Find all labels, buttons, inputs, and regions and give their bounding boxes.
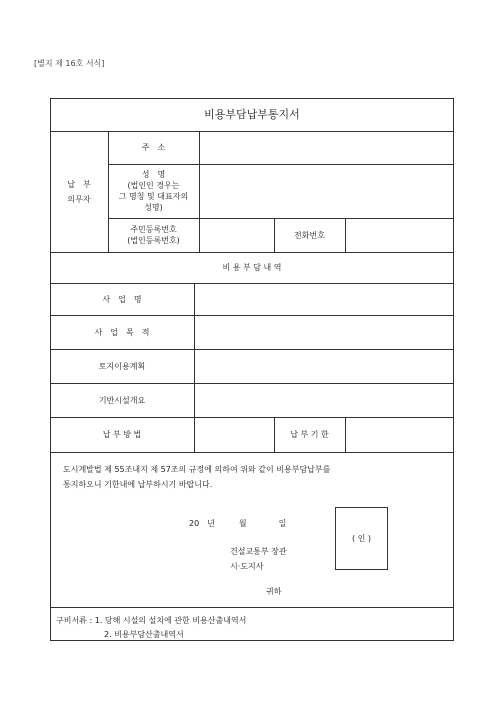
name-label-line3: 그 명칭 및 대표자의 <box>118 192 189 201</box>
seal-label: ( 인 ) <box>351 533 372 543</box>
project-purpose-field[interactable] <box>195 316 454 349</box>
form-number: [별지 제 16호 서식] <box>34 59 105 68</box>
rule-notice <box>50 607 454 608</box>
registration-field[interactable] <box>200 219 274 252</box>
details-header: 비 용 부 담 내 역 <box>222 263 282 272</box>
project-name-label: 사 업 명 <box>102 294 142 304</box>
address-label: 주 소 <box>141 143 166 152</box>
payer-label-line1: 납 부 <box>67 179 91 189</box>
payment-deadline-field[interactable] <box>346 418 454 452</box>
attachments-line1: 구비서류 : 1. 당해 시설의 설치에 관한 비용산출내역서 <box>56 616 247 625</box>
address-field[interactable] <box>200 132 454 164</box>
rule-payment <box>50 452 454 453</box>
project-purpose-label: 사 업 목 적 <box>94 327 150 337</box>
payment-method-field[interactable] <box>195 418 274 452</box>
notice-text <box>63 462 433 492</box>
payer-label <box>50 131 108 252</box>
issuer-minister: 건설교통부 장관 <box>230 547 287 556</box>
attachments-line2: 2. 비용부담산출내역서 <box>104 630 184 639</box>
notice-line1: 도시계발법 제 55조내지 제 57조의 규정에 의하여 위와 같이 비용부담납부를 <box>63 465 331 474</box>
name-label-line2: (법인인 경우는 <box>127 181 180 190</box>
infrastructure-field[interactable] <box>195 384 454 417</box>
registration-label-line2: (법인등록번호) <box>127 236 180 245</box>
land-use-field[interactable] <box>195 350 454 383</box>
form-title: 비용부담납부통지서 <box>204 108 300 121</box>
payment-deadline-label: 납 부 기 한 <box>290 430 329 439</box>
infrastructure-label: 기반시설개요 <box>98 395 146 405</box>
payer-label-line2: 의무자 <box>67 194 91 204</box>
phone-field[interactable] <box>346 219 454 252</box>
phone-label: 전화번호 <box>294 230 325 240</box>
name-label-line4: 성명) <box>144 203 163 212</box>
recipient: 귀하 <box>266 587 282 596</box>
registration-label-line1: 주민등록번호 <box>130 225 177 234</box>
name-label <box>108 164 199 218</box>
registration-label <box>108 218 199 252</box>
notice-line2: 통지하오니 기한내에 납부하시기 바랍니다. <box>63 480 213 489</box>
payment-method-label: 납 부 방 법 <box>102 430 142 439</box>
project-name-field[interactable] <box>195 284 454 315</box>
name-field[interactable] <box>200 165 454 218</box>
issuer-governor: 시·도지사 <box>230 562 264 571</box>
date-line: 20 년 월 일 <box>189 519 287 528</box>
land-use-label: 토지이용계획 <box>98 361 146 371</box>
name-label-line1: 성 명 <box>141 170 166 179</box>
